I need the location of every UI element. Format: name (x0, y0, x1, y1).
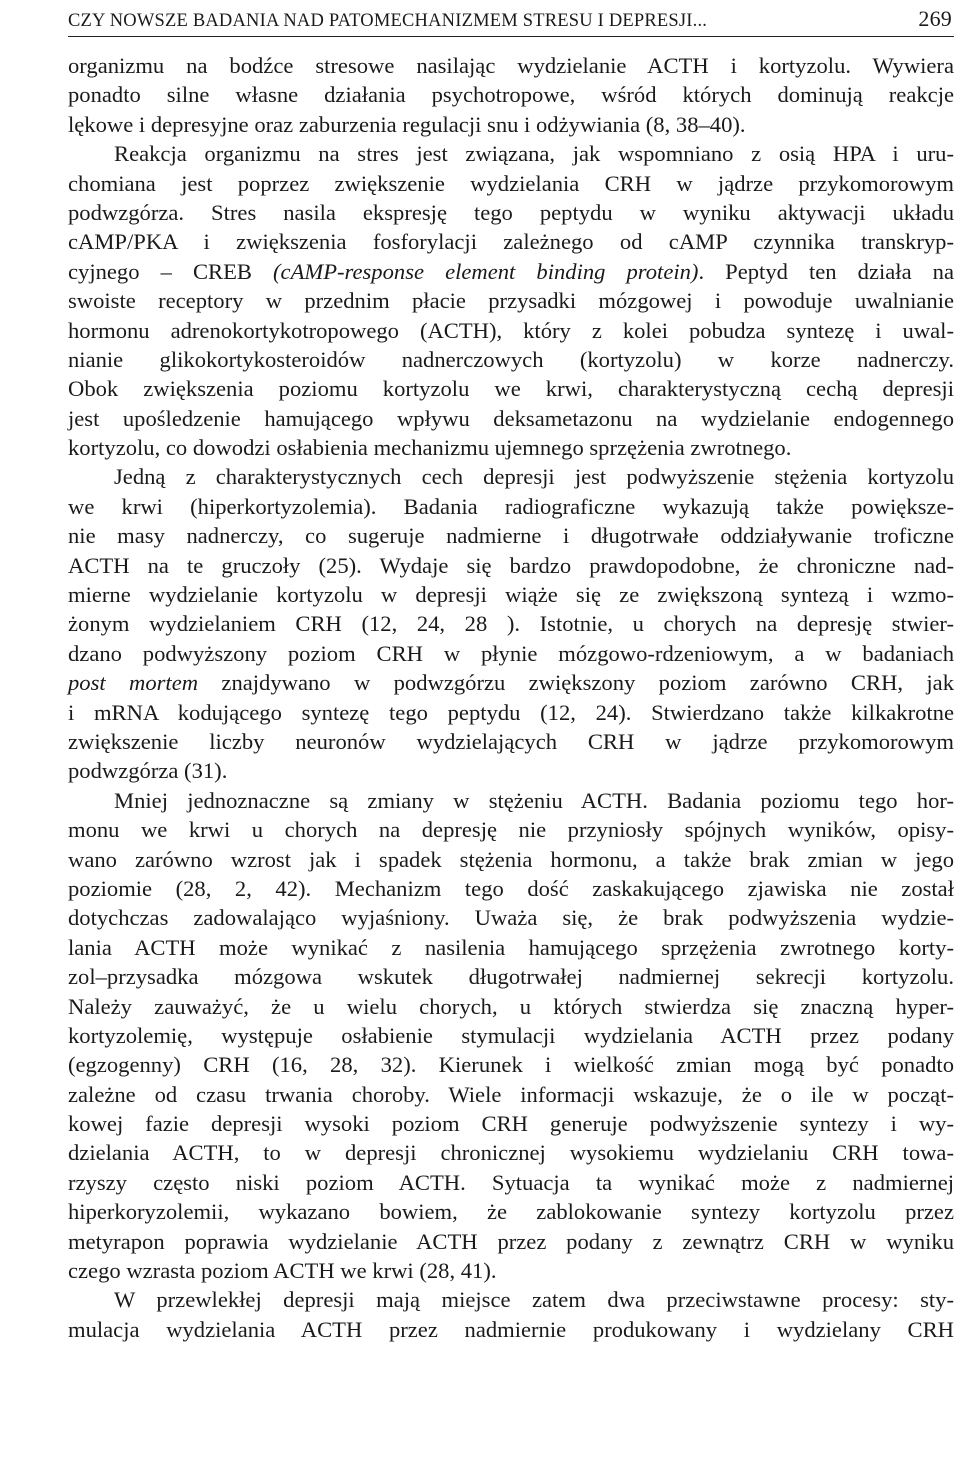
text-line (68, 345, 954, 374)
text-run: W przewlekłej depresji mają miejsce zatem dwa przeciwstawne procesy: sty- (114, 1287, 954, 1313)
text-line (68, 580, 954, 609)
text-run: (egzogenny) CRH (16, 28, 32). Kierunek i wielkość zmian mogą być ponadto (68, 1052, 954, 1078)
text-run: kortyzolemię, występuje osłabienie stymulacji wydzielania ACTH przez podany (68, 1022, 954, 1048)
text-line (68, 139, 954, 168)
text-line (68, 639, 954, 668)
text-run: monu we krwi u chorych na depresję nie przyniosły spójnych wyników, opisy- (68, 817, 954, 843)
text-run: hormonu adrenokortykotropowego (ACTH), który z kolei pobudza syntezę i uwal- (68, 317, 954, 343)
text-run: podwzgórza. Stres nasila ekspresję tego peptydu w wyniku aktywacji układu (68, 199, 954, 225)
text-line (68, 874, 954, 903)
text-run: dotychczas zadowalająco wyjaśniony. Uważa się, że brak podwyższenia wydzie- (68, 905, 954, 931)
page-number: 269 (918, 6, 952, 31)
text-run: rzyszy często niski poziom ACTH. Sytuacja ta wynikać może z nadmiernej (68, 1169, 954, 1195)
text-run: metyrapon poprawia wydzielanie ACTH przez podany z zewnątrz CRH w wyniku (68, 1228, 954, 1254)
text-line (68, 1315, 954, 1344)
text-line (68, 1080, 954, 1109)
text-line (68, 1050, 954, 1079)
text-line (68, 992, 954, 1021)
text-line (68, 551, 954, 580)
text-run: znajdywano w podwzgórzu zwiększony poziom zarówno CRH, jak (198, 670, 954, 696)
text-run: wano zarówno wzrost jak i spadek stężenia hormonu, a także brak zmian w jego (68, 846, 954, 872)
text-run: Należy zauważyć, że u wielu chorych, u których stwierdza się znaczną hyper- (68, 993, 954, 1019)
text-run: dzielania ACTH, to w depresji chronicznej wysokiemu wydzielaniu CRH towa- (68, 1140, 954, 1166)
text-run: kowej fazie depresji wysoki poziom CRH generuje podwyższenie syntezy i wy- (68, 1111, 954, 1137)
text-line (68, 903, 954, 932)
text-run: czego wzrasta poziom ACTH we krwi (28, 41). (68, 1258, 497, 1284)
text-run: hiperkoryzolemii, wykazano bowiem, że zablokowanie syntezy kortyzolu przez (68, 1199, 954, 1225)
text-run: ACTH na te gruczoły (25). Wydaje się bardzo prawdopodobne, że chroniczne nad- (68, 552, 954, 578)
text-run: poziomie (28, 2, 42). Mechanizm tego dość zaskakującego zjawiska nie został (68, 875, 954, 901)
text-line (68, 1021, 954, 1050)
text-line (68, 1227, 954, 1256)
text-line (68, 110, 954, 139)
text-line (68, 51, 954, 80)
text-run: chomiana jest poprzez zwiększenie wydzielania CRH w jądrze przykomorowym (68, 170, 954, 196)
text-run: zwiększenie liczby neuronów wydzielających CRH w jądrze przykomorowym (68, 728, 954, 754)
text-line (68, 316, 954, 345)
text-run: organizmu na bodźce stresowe nasilając wydzielanie ACTH i kortyzolu. Wywiera (68, 53, 954, 78)
text-line (68, 404, 954, 433)
text-line (68, 169, 954, 198)
text-run: mulacja wydzielania ACTH przez nadmiernie produkowany i wydzielany CRH (68, 1316, 954, 1342)
text-run: Obok zwiększenia poziomu kortyzolu we krwi, charakterystyczną cechą depresji (68, 376, 954, 402)
text-line (68, 286, 954, 315)
text-line (68, 462, 954, 491)
text-line (68, 257, 954, 286)
text-run: lękowe i depresyjne oraz zaburzenia regulacji snu i odżywiania (8, 38–40). (68, 111, 746, 137)
text-line (68, 1168, 954, 1197)
text-run: żonym wydzielaniem CRH (12, 24, 28 ). Istotnie, u chorych na depresję stwier- (68, 611, 954, 637)
text-run: i mRNA kodującego syntezę tego peptydu (12, 24). Stwierdzano także kilkakrotne (68, 699, 954, 725)
text-line (68, 786, 954, 815)
text-line (68, 492, 954, 521)
text-line (68, 80, 954, 109)
text-line (68, 433, 954, 462)
text-line (68, 962, 954, 991)
text-line (68, 609, 954, 638)
text-line (68, 1197, 954, 1226)
running-header (68, 6, 954, 37)
text-run: dzano podwyższony poziom CRH w płynie mózgowo-rdzeniowym, a w badaniach (68, 640, 954, 666)
text-run: nianie glikokortykosteroidów nadnerczowych (kortyzolu) w korze nadnerczy. (68, 346, 954, 372)
text-run: . Peptyd ten działa na (698, 258, 954, 284)
text-run: cyjnego – CREB (68, 258, 274, 284)
text-line (68, 227, 954, 256)
text-run: zależne od czasu trwania choroby. Wiele informacji wskazuje, że o ile w począt- (68, 1081, 954, 1107)
text-line (68, 698, 954, 727)
text-line (68, 756, 954, 785)
text-run: kortyzolu, co dowodzi osłabienia mechanizmu ujemnego sprzężenia zwrotnego. (68, 435, 792, 461)
text-line (68, 845, 954, 874)
italic-term: post mortem (68, 670, 199, 696)
text-line (68, 933, 954, 962)
text-run: Reakcja organizmu na stres jest związana, jak wspomniano z osią HPA i uru- (114, 141, 954, 167)
text-line (68, 1256, 954, 1285)
text-line (68, 1109, 954, 1138)
text-line (68, 198, 954, 227)
text-run: jest upośledzenie hamującego wpływu deksametazonu na wydzielanie endogennego (68, 405, 954, 431)
text-run: ponadto silne własne działania psychotropowe, wśród których dominują reakcje (68, 82, 954, 108)
text-run: Jedną z charakterystycznych cech depresji jest podwyższenie stężenia kortyzolu (114, 464, 954, 490)
text-run: mierne wydzielanie kortyzolu w depresji wiąże się ze zwiększoną syntezą i wzmo- (68, 582, 954, 608)
text-line (68, 1138, 954, 1167)
text-run: Mniej jednoznaczne są zmiany w stężeniu ACTH. Badania poziomu tego hor- (114, 787, 954, 813)
text-line (68, 521, 954, 550)
text-run: podwzgórza (31). (68, 758, 228, 784)
text-line (68, 727, 954, 756)
text-run: zol–przysadka mózgowa wskutek długotrwałej nadmiernej sekrecji kortyzolu. (68, 964, 954, 990)
document-page (68, 0, 954, 1344)
body-text (68, 51, 954, 1344)
text-line (68, 668, 954, 697)
text-run: swoiste receptory w przednim płacie przysadki mózgowej i powoduje uwalnianie (68, 288, 954, 314)
text-line (68, 815, 954, 844)
text-run: nie masy nadnerczy, co sugeruje nadmierne i długotrwałe oddziaływanie troficzne (68, 523, 954, 549)
text-run: we krwi (hiperkortyzolemia). Badania radiograficzne wykazują także powiększe- (68, 493, 954, 519)
text-run: cAMP/PKA i zwiększenia fosforylacji zależnego od cAMP czynnika transkryp- (68, 229, 954, 255)
text-line (68, 374, 954, 403)
italic-term: (cAMP-response element binding protein) (273, 258, 699, 284)
text-line (68, 1285, 954, 1314)
running-title: CZY NOWSZE BADANIA NAD PATOMECHANIZMEM STRESU I DEPRESJI... (68, 11, 708, 31)
text-run: lania ACTH może wynikać z nasilenia hamującego sprzężenia zwrotnego korty- (68, 934, 954, 960)
